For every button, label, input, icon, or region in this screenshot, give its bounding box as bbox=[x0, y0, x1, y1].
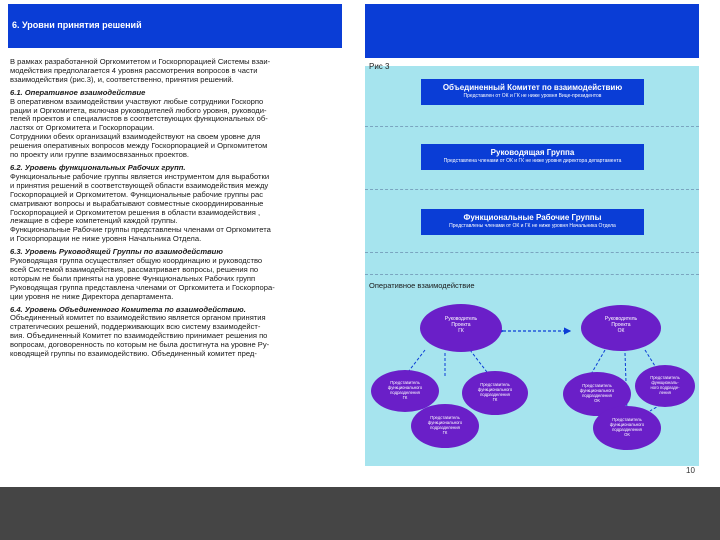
right-rep-label: Представитель функционального подразделения ОК bbox=[609, 417, 645, 437]
level-title: Функциональные Рабочие Группы bbox=[463, 213, 602, 222]
right-header-bar bbox=[365, 4, 699, 58]
left-rep-label: Представитель функционального подразделения ГК bbox=[387, 380, 423, 400]
body-paragraph: В оперативном взаимодействии участвуют любые сотрудники Госкорпо рации и Оргкомитета, включая руководителей любого уровня, руководи- телей проектов и специалистов в соответствующих функциональных об- ластях от Оргкомитета и Госкорпорации. Сотрудники обеих организаций взаимодействуют на своем уровне для решения оперативных вопросов между Госкорпорацией и Оргкомитетом по проекту или группе взаимосвязанных проектов. bbox=[10, 96, 268, 160]
right-rep-label: Представитель функциональ- ного подразде- ления bbox=[650, 375, 680, 395]
page-number: 10 bbox=[686, 466, 695, 475]
right-leader-label: Руководитель Проекта ОК bbox=[604, 316, 638, 334]
left-leader-label: Руководитель Проекта ГК bbox=[444, 316, 478, 334]
left-page bbox=[8, 4, 342, 464]
level-title: Руководящая Группа bbox=[490, 148, 575, 157]
section-heading: 6.1. Оперативное взаимодействие bbox=[10, 87, 146, 97]
section-heading: 6.2. Уровень функциональных Рабочих групп. bbox=[10, 162, 186, 172]
section-title: 6. Уровни принятия решений bbox=[12, 20, 142, 30]
right-rep-label: Представитель функционального подразделения ОК bbox=[579, 383, 615, 403]
footer-bar bbox=[0, 487, 720, 540]
level-title: Объединенный Комитет по взаимодействию bbox=[442, 83, 623, 92]
body-paragraph: Объединенный комитет по взаимодействию является органом принятия стратегических решений, поддерживающих всю систему взаимодейст- вия. Объединенный Комитет по взаимодействию принимает решения по вопросам, договоренность по которым не была достигнута на уровне Ру- ководящей группы по взаимодействию. Объединенный комитет пред- bbox=[10, 313, 270, 359]
level-subtitle: Представлен от ОК и ГК не ниже уровня Вице-президентов bbox=[463, 93, 602, 99]
left-rep-label: Представитель функционального подразделения ГК bbox=[427, 415, 463, 435]
body-paragraph: В рамках разработанной Оргкомитетом и Госкорпорацией Системы взаи- модействия предполагается 4 уровня рассмотрения вопросов в части взаимодействия (рис.3), и, соответственно, принятия решений. bbox=[10, 57, 271, 84]
figure-panel bbox=[365, 66, 699, 466]
level-subtitle: Представлена членами от ОК и ГК не ниже уровня директора департамента bbox=[443, 158, 622, 164]
operational-diagram bbox=[365, 66, 699, 466]
right-page bbox=[365, 4, 699, 464]
body-paragraph: Функциональные рабочие группы является инструментом для выработки и принятия решений в соответствующей области взаимодействия между Госкорпорацией и Оргкомитетом. Функциональные рабочие группы рас сматривают вопросы и вырабатывают совместные скоординированные Госкорпорацией и Оргкомитетом решения в области взаимодействия , лежащие в сфере компетенций каждой группы. Функциональные Рабочие группы представлены членами от Оргкомитета и Госкорпорации не ниже уровня Начальника Отдела. bbox=[10, 171, 271, 244]
section-title-bar bbox=[8, 4, 342, 48]
left-page-body bbox=[10, 58, 342, 363]
operational-title: Оперативное взаимодействие bbox=[369, 281, 475, 290]
section-heading: 6.3. Уровень Руководящей Группы по взаимодействию bbox=[10, 247, 223, 257]
left-rep-label: Представитель функционального подразделения ГК bbox=[477, 382, 513, 402]
figure-label: Рис 3 bbox=[369, 62, 390, 71]
body-paragraph: Руководящая группа осуществляет общую координацию и руководство всей Системой взаимодействия, рассматривает вопросы, решения по которым не были приняты на уровне Функциональных Рабочих групп Руководящая группа представлена членами от Оргкомитета и Госкорпора- ции уровня не ниже Директора департамента. bbox=[10, 256, 275, 301]
section-heading: 6.4. Уровень Объединенного Комитета по взаимодействию. bbox=[10, 304, 246, 314]
level-subtitle: Представлены членами от ОК и ГК не ниже уровня Начальника Отдела bbox=[449, 223, 616, 229]
